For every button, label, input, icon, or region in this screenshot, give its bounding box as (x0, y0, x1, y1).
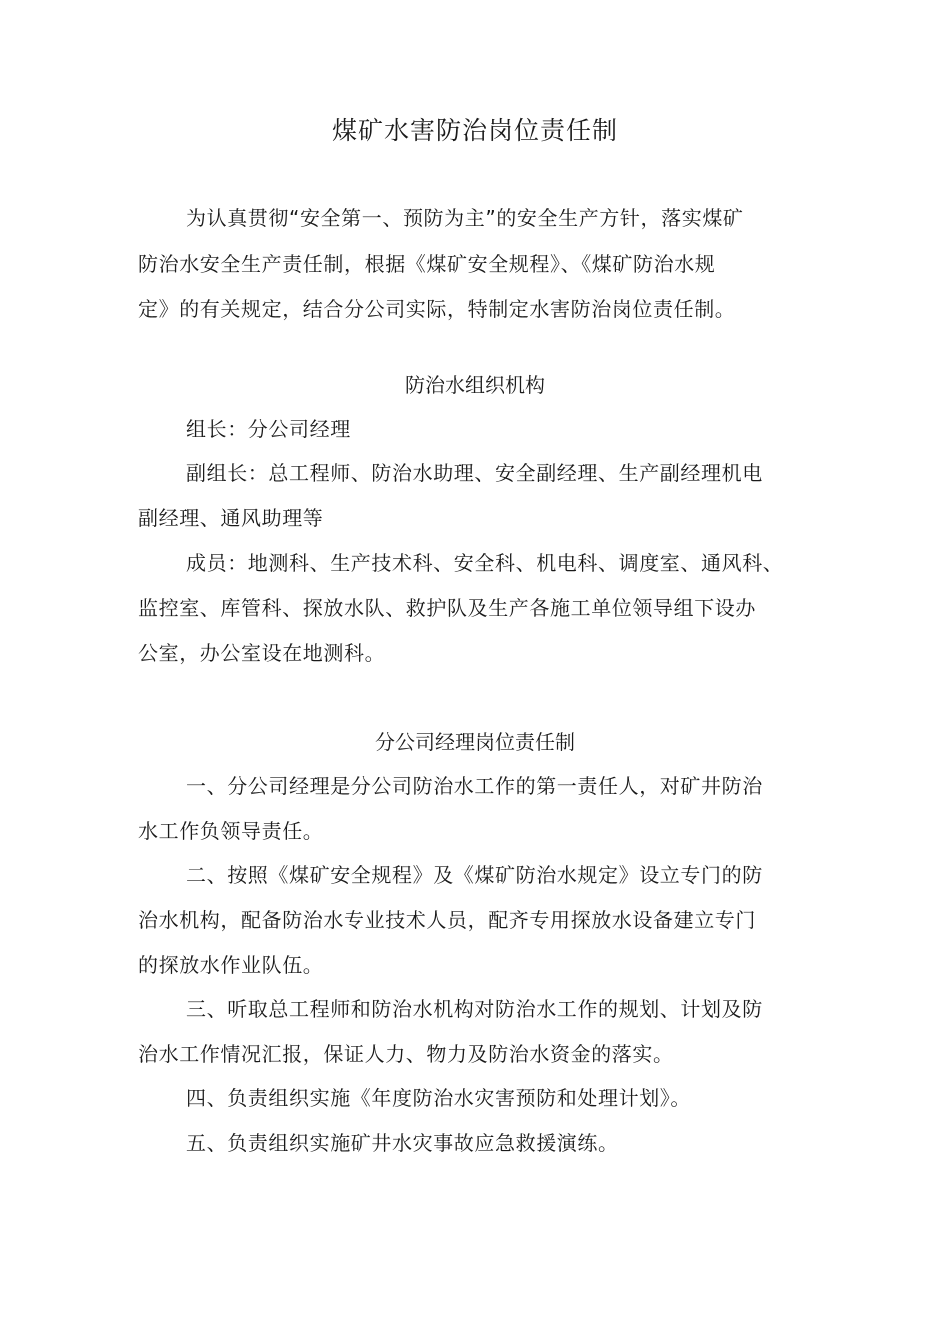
duty-1-line-1: 一、分公司经理是分公司防治水工作的第一责任人，对矿井防治 (186, 774, 763, 798)
intro-line-2: 防治水安全生产责任制，根据《煤矿安全规程》、《煤矿防治水规 (138, 252, 716, 276)
duty-3-line-2: 治水工作情况汇报，保证人力、物力及防治水资金的落实。 (138, 1042, 674, 1066)
organization-members-line-1: 成员：地测科、生产技术科、安全科、机电科、调度室、通风科、 (186, 551, 784, 575)
organization-deputy-line-2: 副经理、通风助理等 (138, 506, 324, 530)
organization-deputy-line-1: 副组长：总工程师、防治水助理、安全副经理、生产副经理机电 (186, 461, 763, 485)
duty-1-line-2: 水工作负领导责任。 (138, 819, 324, 843)
organization-heading: 防治水组织机构 (405, 373, 545, 397)
intro-line-1: 为认真贯彻“安全第一、预防为主”的安全生产方针，落实煤矿 (186, 206, 744, 230)
intro-line-3: 定》的有关规定，结合分公司实际，特制定水害防治岗位责任制。 (138, 297, 736, 321)
organization-members-line-3: 公室，办公室设在地测科。 (138, 641, 386, 665)
organization-leader: 组长：分公司经理 (186, 417, 351, 441)
organization-members-line-2: 监控室、库管科、探放水队、救护队及生产各施工单位领导组下设办 (138, 596, 756, 620)
manager-duties-heading: 分公司经理岗位责任制 (375, 730, 575, 754)
duty-4-line-1: 四、负责组织实施《年度防治水灾害预防和处理计划》。 (186, 1086, 691, 1110)
duty-3-line-1: 三、听取总工程师和防治水机构对防治水工作的规划、计划及防 (186, 997, 763, 1021)
duty-5-line-1: 五、负责组织实施矿井水灾事故应急救援演练。 (186, 1131, 619, 1155)
duty-2-line-2: 治水机构，配备防治水专业技术人员，配齐专用探放水设备建立专门 (138, 908, 756, 932)
duty-2-line-1: 二、按照《煤矿安全规程》及《煤矿防治水规定》设立专门的防 (186, 863, 763, 887)
duty-2-line-3: 的探放水作业队伍。 (138, 953, 324, 977)
document-title: 煤矿水害防治岗位责任制 (331, 116, 618, 145)
